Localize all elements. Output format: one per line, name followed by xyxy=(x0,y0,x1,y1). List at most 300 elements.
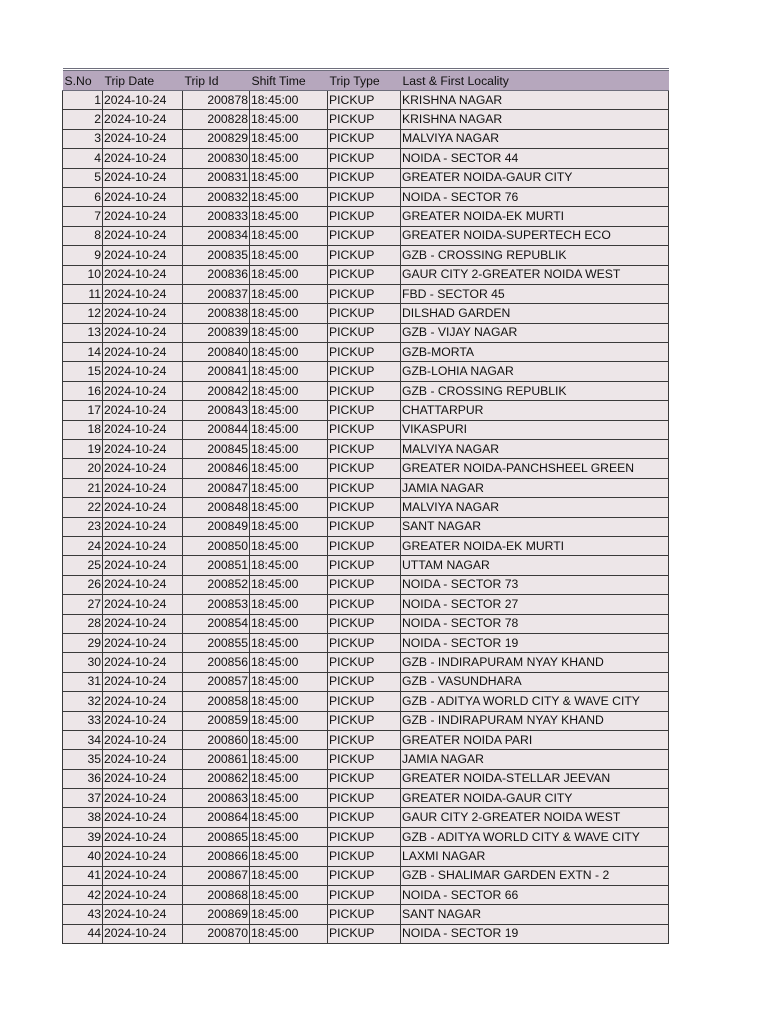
cell-trip-id[interactable]: 200866 xyxy=(183,847,250,866)
cell-sno[interactable]: 7 xyxy=(63,207,103,226)
cell-trip-id[interactable]: 200846 xyxy=(183,459,250,478)
cell-trip-id[interactable]: 200857 xyxy=(183,672,250,691)
cell-sno[interactable]: 1 xyxy=(63,91,103,110)
cell-trip-type[interactable]: PICKUP xyxy=(328,381,401,400)
cell-trip-date[interactable]: 2024-10-24 xyxy=(103,866,183,885)
table-row xyxy=(63,362,669,381)
cell-trip-id[interactable]: 200859 xyxy=(183,711,250,730)
cell-trip-type[interactable]: PICKUP xyxy=(328,284,401,303)
cell-trip-type[interactable]: PICKUP xyxy=(328,924,401,943)
cell-trip-id[interactable]: 200861 xyxy=(183,750,250,769)
cell-trip-id[interactable]: 200847 xyxy=(183,478,250,497)
table-row xyxy=(63,420,669,439)
cell-trip-date[interactable]: 2024-10-24 xyxy=(103,808,183,827)
cell-shift-time[interactable]: 18:45:00 xyxy=(250,343,328,362)
cell-trip-date[interactable]: 2024-10-24 xyxy=(103,246,183,265)
cell-shift-time[interactable]: 18:45:00 xyxy=(250,827,328,846)
cell-shift-time[interactable]: 18:45:00 xyxy=(250,381,328,400)
cell-locality[interactable]: KRISHNA NAGAR xyxy=(401,110,669,129)
cell-shift-time[interactable]: 18:45:00 xyxy=(250,265,328,284)
cell-trip-type[interactable]: PICKUP xyxy=(328,827,401,846)
cell-locality[interactable]: GREATER NOIDA-STELLAR JEEVAN xyxy=(401,769,669,788)
cell-locality[interactable]: NOIDA - SECTOR 76 xyxy=(401,187,669,206)
cell-trip-id[interactable]: 200868 xyxy=(183,886,250,905)
cell-trip-date[interactable]: 2024-10-24 xyxy=(103,440,183,459)
header-row xyxy=(63,70,669,91)
cell-sno[interactable]: 19 xyxy=(63,440,103,459)
cell-locality[interactable]: JAMIA NAGAR xyxy=(401,750,669,769)
cell-trip-id[interactable]: 200850 xyxy=(183,536,250,555)
table-row xyxy=(63,207,669,226)
cell-trip-id[interactable]: 200848 xyxy=(183,498,250,517)
table-row xyxy=(63,692,669,711)
cell-shift-time[interactable]: 18:45:00 xyxy=(250,614,328,633)
cell-sno[interactable]: 32 xyxy=(63,692,103,711)
cell-trip-type[interactable]: PICKUP xyxy=(328,847,401,866)
table-row xyxy=(63,769,669,788)
cell-trip-id[interactable]: 200855 xyxy=(183,633,250,652)
cell-sno[interactable]: 42 xyxy=(63,886,103,905)
cell-trip-date[interactable]: 2024-10-24 xyxy=(103,284,183,303)
cell-trip-date[interactable]: 2024-10-24 xyxy=(103,886,183,905)
table-row xyxy=(63,672,669,691)
table-row xyxy=(63,750,669,769)
cell-shift-time[interactable]: 18:45:00 xyxy=(250,730,328,749)
cell-locality[interactable]: GREATER NOIDA PARI xyxy=(401,730,669,749)
cell-trip-id[interactable]: 200839 xyxy=(183,323,250,342)
table-row xyxy=(63,168,669,187)
cell-trip-type[interactable]: PICKUP xyxy=(328,110,401,129)
cell-locality[interactable]: CHATTARPUR xyxy=(401,401,669,420)
cell-trip-type[interactable]: PICKUP xyxy=(328,440,401,459)
table-row xyxy=(63,323,669,342)
cell-sno[interactable]: 16 xyxy=(63,381,103,400)
cell-sno[interactable]: 37 xyxy=(63,789,103,808)
cell-sno[interactable]: 36 xyxy=(63,769,103,788)
cell-trip-id[interactable]: 200854 xyxy=(183,614,250,633)
cell-trip-date[interactable]: 2024-10-24 xyxy=(103,847,183,866)
table-body xyxy=(63,91,669,944)
cell-locality[interactable]: GZB - SHALIMAR GARDEN EXTN - 2 xyxy=(401,866,669,885)
cell-trip-id[interactable]: 200865 xyxy=(183,827,250,846)
cell-shift-time[interactable]: 18:45:00 xyxy=(250,207,328,226)
cell-trip-date[interactable]: 2024-10-24 xyxy=(103,692,183,711)
cell-locality[interactable]: MALVIYA NAGAR xyxy=(401,129,669,148)
cell-trip-type[interactable]: PICKUP xyxy=(328,905,401,924)
cell-shift-time[interactable]: 18:45:00 xyxy=(250,362,328,381)
cell-sno[interactable]: 6 xyxy=(63,187,103,206)
cell-trip-date[interactable]: 2024-10-24 xyxy=(103,401,183,420)
cell-locality[interactable]: LAXMI NAGAR xyxy=(401,847,669,866)
cell-trip-type[interactable]: PICKUP xyxy=(328,401,401,420)
cell-sno[interactable]: 31 xyxy=(63,672,103,691)
cell-locality[interactable]: NOIDA - SECTOR 73 xyxy=(401,575,669,594)
cell-trip-type[interactable]: PICKUP xyxy=(328,886,401,905)
trip-sheet xyxy=(62,68,669,944)
cell-trip-date[interactable]: 2024-10-24 xyxy=(103,614,183,633)
cell-trip-id[interactable]: 200851 xyxy=(183,556,250,575)
cell-sno[interactable]: 29 xyxy=(63,633,103,652)
cell-shift-time[interactable]: 18:45:00 xyxy=(250,304,328,323)
cell-trip-date[interactable]: 2024-10-24 xyxy=(103,323,183,342)
cell-trip-id[interactable]: 200862 xyxy=(183,769,250,788)
cell-locality[interactable]: GZB - ADITYA WORLD CITY & WAVE CITY xyxy=(401,827,669,846)
cell-trip-id[interactable]: 200858 xyxy=(183,692,250,711)
cell-trip-type[interactable]: PICKUP xyxy=(328,478,401,497)
cell-trip-id[interactable]: 200853 xyxy=(183,595,250,614)
cell-trip-date[interactable]: 2024-10-24 xyxy=(103,536,183,555)
cell-trip-id[interactable]: 200834 xyxy=(183,226,250,245)
cell-trip-type[interactable]: PICKUP xyxy=(328,265,401,284)
cell-trip-date[interactable]: 2024-10-24 xyxy=(103,343,183,362)
table-row xyxy=(63,789,669,808)
cell-shift-time[interactable]: 18:45:00 xyxy=(250,459,328,478)
cell-locality[interactable]: GAUR CITY 2-GREATER NOIDA WEST xyxy=(401,265,669,284)
table-row xyxy=(63,653,669,672)
cell-sno[interactable]: 34 xyxy=(63,730,103,749)
cell-shift-time[interactable]: 18:45:00 xyxy=(250,672,328,691)
cell-sno[interactable]: 43 xyxy=(63,905,103,924)
cell-shift-time[interactable]: 18:45:00 xyxy=(250,556,328,575)
cell-sno[interactable]: 14 xyxy=(63,343,103,362)
cell-locality[interactable]: GREATER NOIDA-GAUR CITY xyxy=(401,168,669,187)
cell-trip-id[interactable]: 200867 xyxy=(183,866,250,885)
cell-shift-time[interactable]: 18:45:00 xyxy=(250,420,328,439)
cell-sno[interactable]: 5 xyxy=(63,168,103,187)
cell-locality[interactable]: SANT NAGAR xyxy=(401,517,669,536)
cell-sno[interactable]: 35 xyxy=(63,750,103,769)
cell-sno[interactable]: 27 xyxy=(63,595,103,614)
cell-shift-time[interactable]: 18:45:00 xyxy=(250,91,328,110)
cell-shift-time[interactable]: 18:45:00 xyxy=(250,886,328,905)
cell-trip-type[interactable]: PICKUP xyxy=(328,91,401,110)
cell-sno[interactable]: 10 xyxy=(63,265,103,284)
cell-locality[interactable]: GZB - CROSSING REPUBLIK xyxy=(401,246,669,265)
header-trip-type: Trip Type xyxy=(328,70,401,91)
cell-trip-date[interactable]: 2024-10-24 xyxy=(103,420,183,439)
cell-trip-date[interactable]: 2024-10-24 xyxy=(103,595,183,614)
cell-locality[interactable]: SANT NAGAR xyxy=(401,905,669,924)
cell-locality[interactable]: NOIDA - SECTOR 66 xyxy=(401,886,669,905)
cell-shift-time[interactable]: 18:45:00 xyxy=(250,323,328,342)
cell-trip-date[interactable]: 2024-10-24 xyxy=(103,672,183,691)
table-row xyxy=(63,536,669,555)
cell-trip-id[interactable]: 200845 xyxy=(183,440,250,459)
cell-trip-type[interactable]: PICKUP xyxy=(328,730,401,749)
cell-sno[interactable]: 3 xyxy=(63,129,103,148)
cell-trip-id[interactable]: 200843 xyxy=(183,401,250,420)
cell-locality[interactable]: NOIDA - SECTOR 19 xyxy=(401,633,669,652)
cell-shift-time[interactable]: 18:45:00 xyxy=(250,924,328,943)
cell-sno[interactable]: 39 xyxy=(63,827,103,846)
cell-trip-id[interactable]: 200830 xyxy=(183,149,250,168)
cell-trip-type[interactable]: PICKUP xyxy=(328,149,401,168)
cell-locality[interactable]: DILSHAD GARDEN xyxy=(401,304,669,323)
cell-trip-id[interactable]: 200856 xyxy=(183,653,250,672)
cell-locality[interactable]: GREATER NOIDA-EK MURTI xyxy=(401,207,669,226)
cell-locality[interactable]: VIKASPURI xyxy=(401,420,669,439)
cell-trip-id[interactable]: 200864 xyxy=(183,808,250,827)
cell-shift-time[interactable]: 18:45:00 xyxy=(250,692,328,711)
cell-trip-date[interactable]: 2024-10-24 xyxy=(103,362,183,381)
cell-locality[interactable]: FBD - SECTOR 45 xyxy=(401,284,669,303)
cell-sno[interactable]: 24 xyxy=(63,536,103,555)
cell-shift-time[interactable]: 18:45:00 xyxy=(250,847,328,866)
cell-locality[interactable]: GAUR CITY 2-GREATER NOIDA WEST xyxy=(401,808,669,827)
cell-sno[interactable]: 2 xyxy=(63,110,103,129)
cell-trip-type[interactable]: PICKUP xyxy=(328,692,401,711)
cell-sno[interactable]: 22 xyxy=(63,498,103,517)
cell-trip-id[interactable]: 200836 xyxy=(183,265,250,284)
cell-trip-id[interactable]: 200841 xyxy=(183,362,250,381)
table-row xyxy=(63,614,669,633)
cell-trip-id[interactable]: 200870 xyxy=(183,924,250,943)
cell-shift-time[interactable]: 18:45:00 xyxy=(250,517,328,536)
cell-trip-date[interactable]: 2024-10-24 xyxy=(103,187,183,206)
cell-trip-type[interactable]: PICKUP xyxy=(328,808,401,827)
cell-sno[interactable]: 28 xyxy=(63,614,103,633)
table-row xyxy=(63,847,669,866)
cell-trip-id[interactable]: 200849 xyxy=(183,517,250,536)
cell-sno[interactable]: 40 xyxy=(63,847,103,866)
cell-locality[interactable]: UTTAM NAGAR xyxy=(401,556,669,575)
cell-trip-date[interactable]: 2024-10-24 xyxy=(103,381,183,400)
cell-trip-date[interactable]: 2024-10-24 xyxy=(103,168,183,187)
cell-trip-type[interactable]: PICKUP xyxy=(328,362,401,381)
table-row xyxy=(63,808,669,827)
cell-trip-type[interactable]: PICKUP xyxy=(328,575,401,594)
cell-trip-date[interactable]: 2024-10-24 xyxy=(103,110,183,129)
cell-locality[interactable]: KRISHNA NAGAR xyxy=(401,91,669,110)
cell-locality[interactable]: GREATER NOIDA-PANCHSHEEL GREEN xyxy=(401,459,669,478)
cell-trip-type[interactable]: PICKUP xyxy=(328,343,401,362)
cell-trip-date[interactable]: 2024-10-24 xyxy=(103,905,183,924)
cell-locality[interactable]: GZB - INDIRAPURAM NYAY KHAND xyxy=(401,653,669,672)
table-row xyxy=(63,866,669,885)
cell-sno[interactable]: 17 xyxy=(63,401,103,420)
cell-shift-time[interactable]: 18:45:00 xyxy=(250,808,328,827)
cell-trip-type[interactable]: PICKUP xyxy=(328,129,401,148)
cell-locality[interactable]: MALVIYA NAGAR xyxy=(401,498,669,517)
cell-trip-id[interactable]: 200869 xyxy=(183,905,250,924)
cell-sno[interactable]: 4 xyxy=(63,149,103,168)
cell-locality[interactable]: GREATER NOIDA-GAUR CITY xyxy=(401,789,669,808)
cell-shift-time[interactable]: 18:45:00 xyxy=(250,401,328,420)
cell-trip-id[interactable]: 200837 xyxy=(183,284,250,303)
cell-shift-time[interactable]: 18:45:00 xyxy=(250,246,328,265)
cell-trip-id[interactable]: 200828 xyxy=(183,110,250,129)
table-row xyxy=(63,575,669,594)
cell-sno[interactable]: 11 xyxy=(63,284,103,303)
cell-trip-type[interactable]: PICKUP xyxy=(328,653,401,672)
cell-sno[interactable]: 12 xyxy=(63,304,103,323)
cell-shift-time[interactable]: 18:45:00 xyxy=(250,750,328,769)
cell-trip-type[interactable]: PICKUP xyxy=(328,614,401,633)
cell-trip-date[interactable]: 2024-10-24 xyxy=(103,711,183,730)
cell-trip-type[interactable]: PICKUP xyxy=(328,595,401,614)
cell-locality[interactable]: GZB - CROSSING REPUBLIK xyxy=(401,381,669,400)
cell-shift-time[interactable]: 18:45:00 xyxy=(250,110,328,129)
cell-trip-date[interactable]: 2024-10-24 xyxy=(103,226,183,245)
cell-trip-id[interactable]: 200835 xyxy=(183,246,250,265)
cell-trip-date[interactable]: 2024-10-24 xyxy=(103,129,183,148)
cell-trip-date[interactable]: 2024-10-24 xyxy=(103,149,183,168)
cell-locality[interactable]: NOIDA - SECTOR 78 xyxy=(401,614,669,633)
cell-shift-time[interactable]: 18:45:00 xyxy=(250,168,328,187)
cell-locality[interactable]: NOIDA - SECTOR 19 xyxy=(401,924,669,943)
cell-trip-date[interactable]: 2024-10-24 xyxy=(103,827,183,846)
cell-locality[interactable]: NOIDA - SECTOR 44 xyxy=(401,149,669,168)
cell-sno[interactable]: 8 xyxy=(63,226,103,245)
cell-sno[interactable]: 44 xyxy=(63,924,103,943)
cell-locality[interactable]: GREATER NOIDA-EK MURTI xyxy=(401,536,669,555)
cell-trip-date[interactable]: 2024-10-24 xyxy=(103,517,183,536)
cell-shift-time[interactable]: 18:45:00 xyxy=(250,633,328,652)
cell-trip-type[interactable]: PICKUP xyxy=(328,323,401,342)
cell-locality[interactable]: JAMIA NAGAR xyxy=(401,478,669,497)
cell-shift-time[interactable]: 18:45:00 xyxy=(250,187,328,206)
cell-locality[interactable]: GZB-MORTA xyxy=(401,343,669,362)
cell-trip-date[interactable]: 2024-10-24 xyxy=(103,207,183,226)
cell-trip-type[interactable]: PICKUP xyxy=(328,866,401,885)
table-row xyxy=(63,595,669,614)
cell-sno[interactable]: 13 xyxy=(63,323,103,342)
cell-trip-id[interactable]: 200842 xyxy=(183,381,250,400)
cell-locality[interactable]: GZB - INDIRAPURAM NYAY KHAND xyxy=(401,711,669,730)
cell-trip-id[interactable]: 200831 xyxy=(183,168,250,187)
cell-shift-time[interactable]: 18:45:00 xyxy=(250,789,328,808)
cell-trip-date[interactable]: 2024-10-24 xyxy=(103,653,183,672)
cell-trip-date[interactable]: 2024-10-24 xyxy=(103,769,183,788)
cell-shift-time[interactable]: 18:45:00 xyxy=(250,769,328,788)
cell-trip-id[interactable]: 200878 xyxy=(183,91,250,110)
cell-sno[interactable]: 23 xyxy=(63,517,103,536)
table-row xyxy=(63,246,669,265)
cell-trip-type[interactable]: PICKUP xyxy=(328,459,401,478)
cell-trip-type[interactable]: PICKUP xyxy=(328,498,401,517)
cell-locality[interactable]: NOIDA - SECTOR 27 xyxy=(401,595,669,614)
cell-locality[interactable]: GREATER NOIDA-SUPERTECH ECO xyxy=(401,226,669,245)
cell-trip-date[interactable]: 2024-10-24 xyxy=(103,750,183,769)
cell-trip-id[interactable]: 200833 xyxy=(183,207,250,226)
cell-shift-time[interactable]: 18:45:00 xyxy=(250,653,328,672)
cell-trip-type[interactable]: PICKUP xyxy=(328,750,401,769)
cell-trip-id[interactable]: 200844 xyxy=(183,420,250,439)
cell-shift-time[interactable]: 18:45:00 xyxy=(250,226,328,245)
cell-sno[interactable]: 9 xyxy=(63,246,103,265)
cell-shift-time[interactable]: 18:45:00 xyxy=(250,711,328,730)
cell-shift-time[interactable]: 18:45:00 xyxy=(250,905,328,924)
cell-trip-id[interactable]: 200829 xyxy=(183,129,250,148)
cell-trip-type[interactable]: PICKUP xyxy=(328,226,401,245)
table-row xyxy=(63,401,669,420)
cell-trip-date[interactable]: 2024-10-24 xyxy=(103,91,183,110)
cell-sno[interactable]: 41 xyxy=(63,866,103,885)
cell-trip-date[interactable]: 2024-10-24 xyxy=(103,478,183,497)
cell-locality[interactable]: GZB - VIJAY NAGAR xyxy=(401,323,669,342)
cell-trip-date[interactable]: 2024-10-24 xyxy=(103,459,183,478)
cell-trip-type[interactable]: PICKUP xyxy=(328,304,401,323)
cell-trip-id[interactable]: 200863 xyxy=(183,789,250,808)
cell-sno[interactable]: 15 xyxy=(63,362,103,381)
trips-table xyxy=(62,68,669,944)
cell-shift-time[interactable]: 18:45:00 xyxy=(250,149,328,168)
cell-sno[interactable]: 20 xyxy=(63,459,103,478)
cell-locality[interactable]: GZB - ADITYA WORLD CITY & WAVE CITY xyxy=(401,692,669,711)
cell-sno[interactable]: 38 xyxy=(63,808,103,827)
cell-shift-time[interactable]: 18:45:00 xyxy=(250,536,328,555)
cell-trip-type[interactable]: PICKUP xyxy=(328,168,401,187)
cell-shift-time[interactable]: 18:45:00 xyxy=(250,129,328,148)
cell-trip-id[interactable]: 200838 xyxy=(183,304,250,323)
header-trip-date: Trip Date xyxy=(103,70,183,91)
cell-trip-type[interactable]: PICKUP xyxy=(328,517,401,536)
cell-trip-date[interactable]: 2024-10-24 xyxy=(103,924,183,943)
cell-trip-date[interactable]: 2024-10-24 xyxy=(103,575,183,594)
cell-trip-type[interactable]: PICKUP xyxy=(328,536,401,555)
table-row xyxy=(63,91,669,110)
cell-trip-type[interactable]: PICKUP xyxy=(328,207,401,226)
cell-trip-date[interactable]: 2024-10-24 xyxy=(103,633,183,652)
cell-trip-id[interactable]: 200832 xyxy=(183,187,250,206)
cell-trip-date[interactable]: 2024-10-24 xyxy=(103,556,183,575)
cell-trip-type[interactable]: PICKUP xyxy=(328,769,401,788)
cell-locality[interactable]: MALVIYA NAGAR xyxy=(401,440,669,459)
cell-locality[interactable]: GZB-LOHIA NAGAR xyxy=(401,362,669,381)
cell-trip-type[interactable]: PICKUP xyxy=(328,711,401,730)
cell-sno[interactable]: 25 xyxy=(63,556,103,575)
cell-shift-time[interactable]: 18:45:00 xyxy=(250,284,328,303)
cell-sno[interactable]: 18 xyxy=(63,420,103,439)
cell-trip-date[interactable]: 2024-10-24 xyxy=(103,498,183,517)
table-row xyxy=(63,343,669,362)
cell-trip-type[interactable]: PICKUP xyxy=(328,789,401,808)
cell-shift-time[interactable]: 18:45:00 xyxy=(250,575,328,594)
cell-trip-date[interactable]: 2024-10-24 xyxy=(103,304,183,323)
cell-shift-time[interactable]: 18:45:00 xyxy=(250,866,328,885)
table-row xyxy=(63,730,669,749)
cell-sno[interactable]: 30 xyxy=(63,653,103,672)
cell-shift-time[interactable]: 18:45:00 xyxy=(250,595,328,614)
cell-trip-type[interactable]: PICKUP xyxy=(328,672,401,691)
cell-trip-type[interactable]: PICKUP xyxy=(328,246,401,265)
cell-sno[interactable]: 26 xyxy=(63,575,103,594)
table-row xyxy=(63,265,669,284)
cell-trip-type[interactable]: PICKUP xyxy=(328,187,401,206)
cell-trip-date[interactable]: 2024-10-24 xyxy=(103,789,183,808)
cell-shift-time[interactable]: 18:45:00 xyxy=(250,440,328,459)
header-trip-id: Trip Id xyxy=(183,70,250,91)
cell-sno[interactable]: 33 xyxy=(63,711,103,730)
cell-trip-date[interactable]: 2024-10-24 xyxy=(103,265,183,284)
table-row xyxy=(63,633,669,652)
cell-trip-type[interactable]: PICKUP xyxy=(328,556,401,575)
cell-trip-date[interactable]: 2024-10-24 xyxy=(103,730,183,749)
cell-shift-time[interactable]: 18:45:00 xyxy=(250,498,328,517)
cell-trip-id[interactable]: 200860 xyxy=(183,730,250,749)
table-row xyxy=(63,905,669,924)
cell-sno[interactable]: 21 xyxy=(63,478,103,497)
table-row xyxy=(63,226,669,245)
table-row xyxy=(63,459,669,478)
cell-trip-type[interactable]: PICKUP xyxy=(328,420,401,439)
cell-trip-type[interactable]: PICKUP xyxy=(328,633,401,652)
table-row xyxy=(63,110,669,129)
cell-shift-time[interactable]: 18:45:00 xyxy=(250,478,328,497)
cell-locality[interactable]: GZB - VASUNDHARA xyxy=(401,672,669,691)
cell-trip-id[interactable]: 200852 xyxy=(183,575,250,594)
cell-trip-id[interactable]: 200840 xyxy=(183,343,250,362)
